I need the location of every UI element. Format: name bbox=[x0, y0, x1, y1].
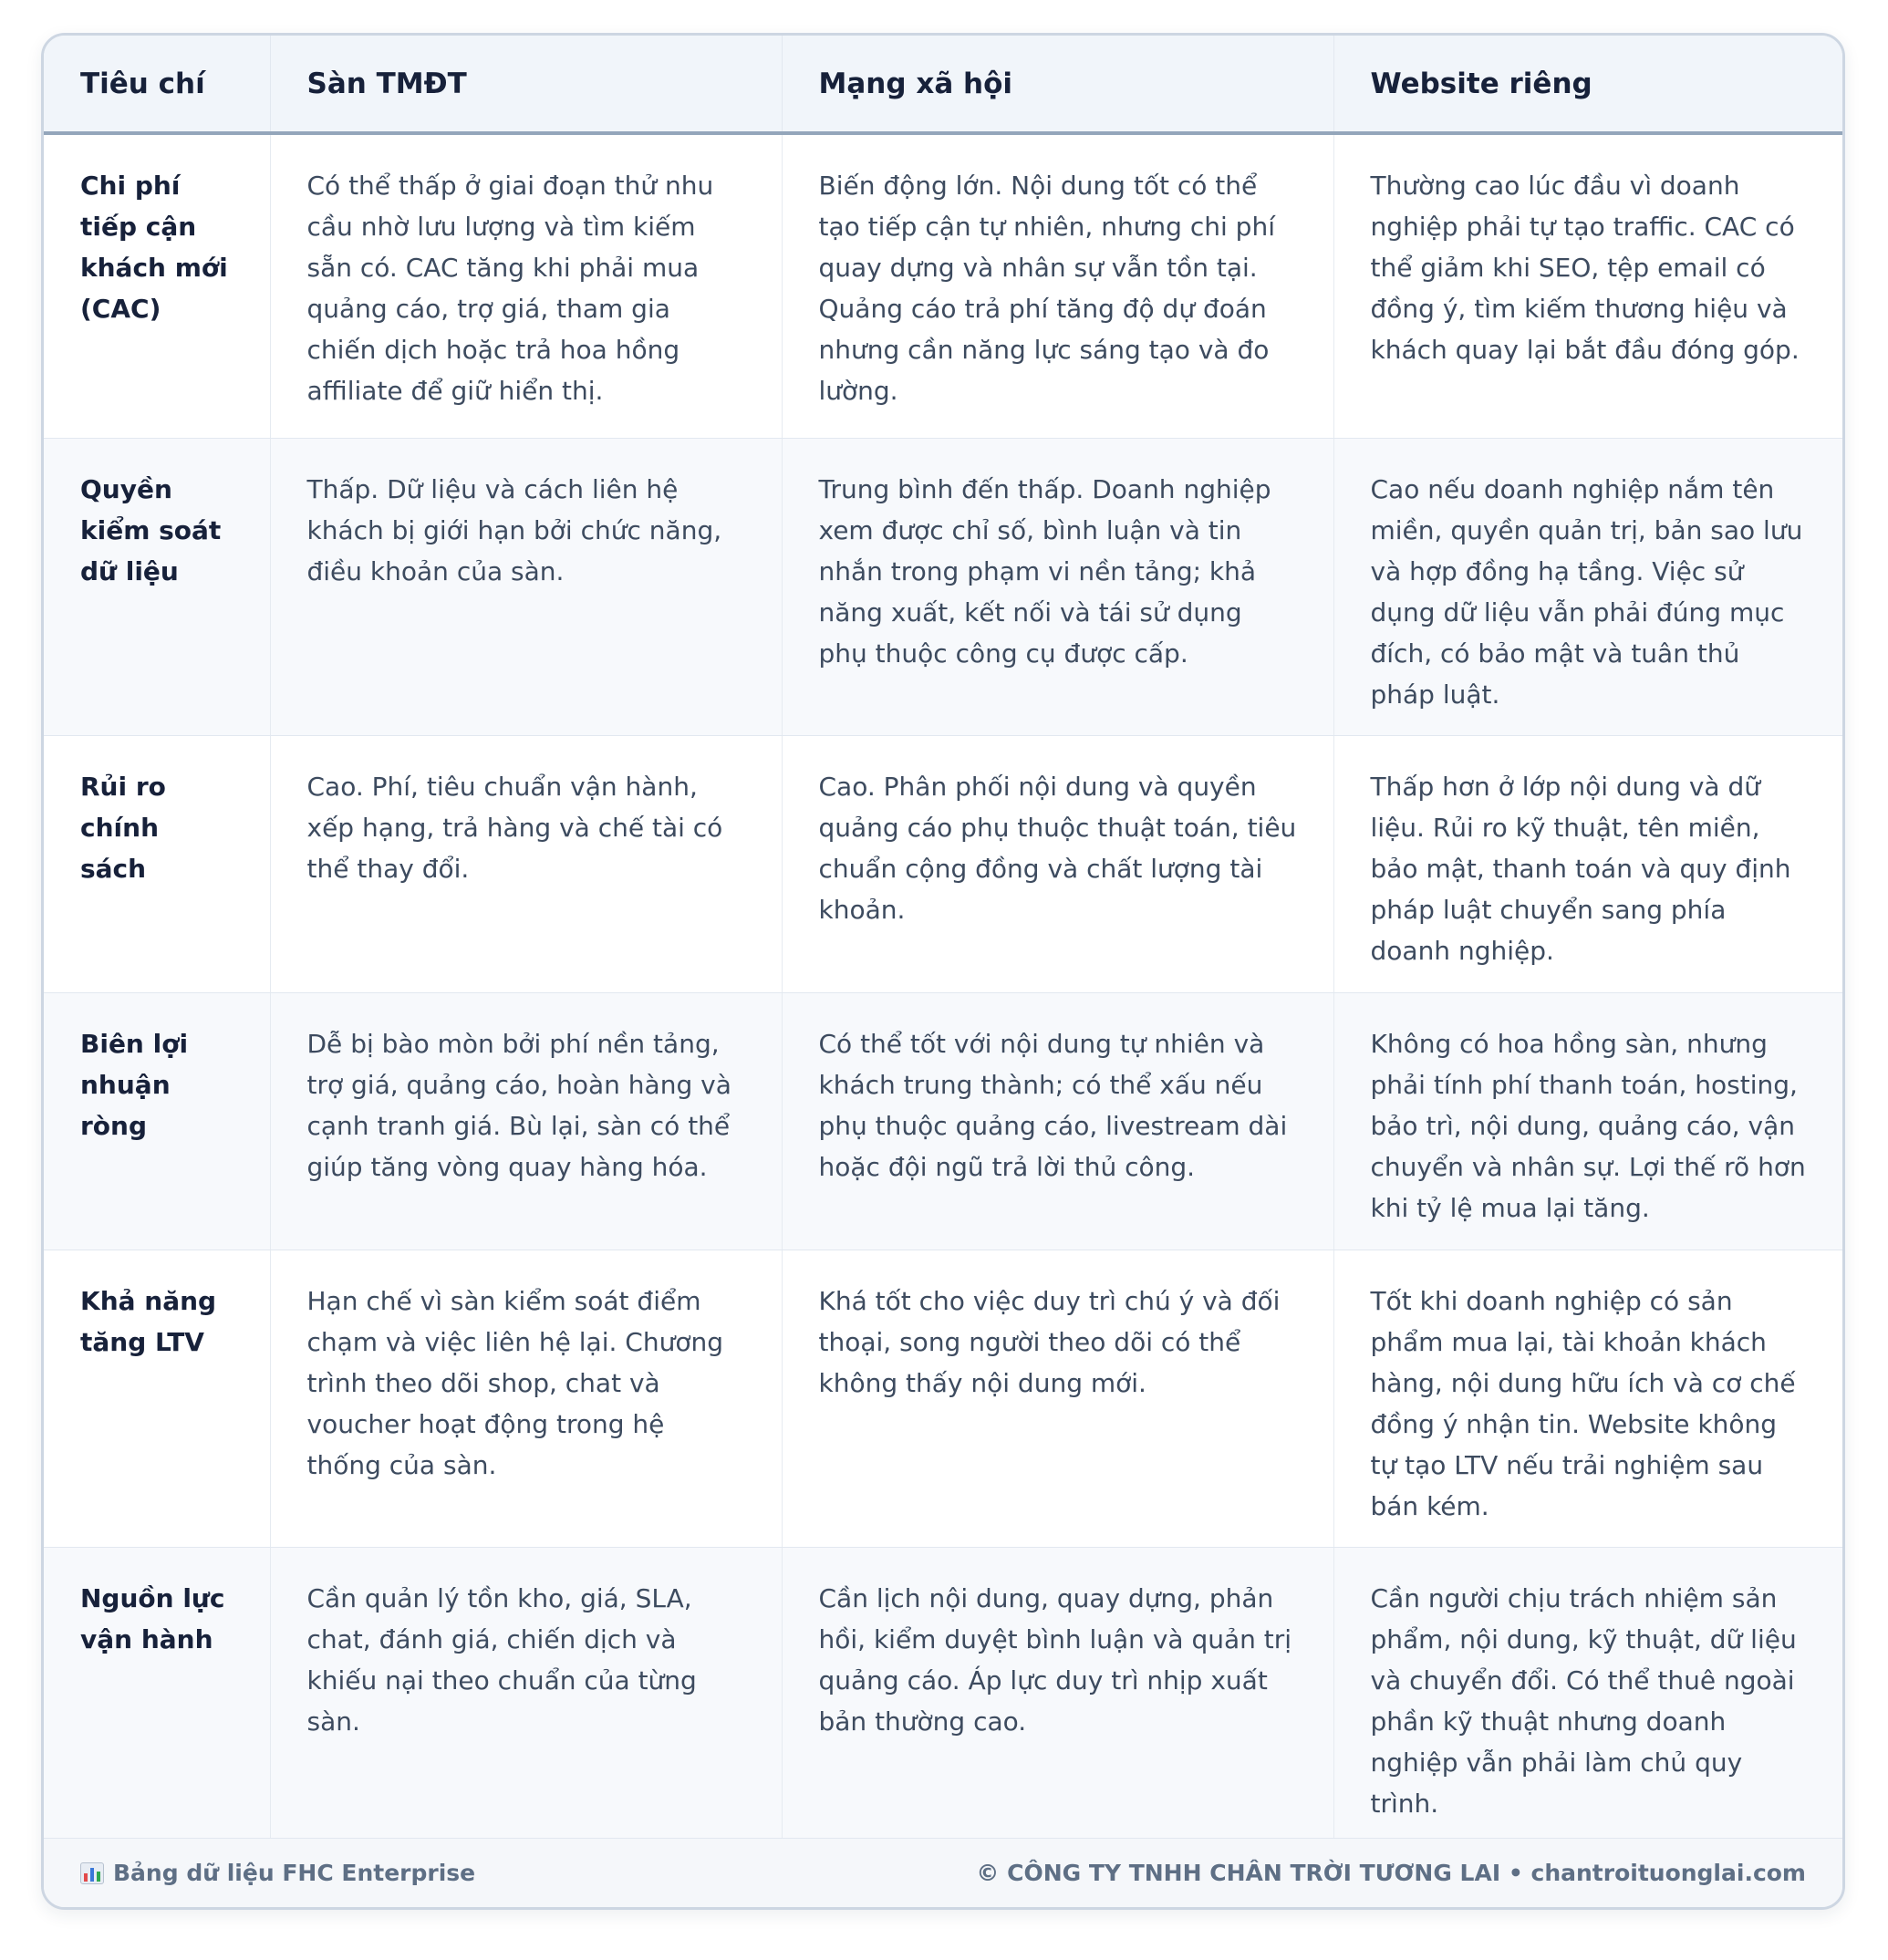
table-row bbox=[44, 992, 1842, 1250]
cell-website: Thấp hơn ở lớp nội dung và dữ liệu. Rủi ro kỹ thuật, tên miền, bảo mật, thanh toán và quy định pháp luật chuyển sang phía doanh nghiệp. bbox=[1333, 735, 1842, 992]
footer-copyright: © CÔNG TY TNHH CHÂN TRỜI TƯƠNG LAI • chantroituonglai.com bbox=[976, 1860, 1806, 1886]
row-criterion: Rủi ro chính sách bbox=[44, 735, 270, 992]
bar-chart-icon bbox=[80, 1862, 104, 1884]
table-footer bbox=[44, 1838, 1842, 1907]
cell-social: Cao. Phân phối nội dung và quyền quảng cáo phụ thuộc thuật toán, tiêu chuẩn cộng đồng và chất lượng tài khoản. bbox=[782, 735, 1333, 992]
header-ecommerce: Sàn TMĐT bbox=[270, 36, 782, 133]
cell-website: Tốt khi doanh nghiệp có sản phẩm mua lại, tài khoản khách hàng, nội dung hữu ích và cơ chế đồng ý nhận tin. Website không tự tạo LTV nếu trải nghiệm sau bán kém. bbox=[1333, 1250, 1842, 1547]
cell-website: Cần người chịu trách nhiệm sản phẩm, nội dung, kỹ thuật, dữ liệu và chuyển đổi. Có thể thuê ngoài phần kỹ thuật nhưng doanh nghiệp vẫn phải làm chủ quy trình. bbox=[1333, 1547, 1842, 1844]
row-criterion: Chi phí tiếp cận khách mới (CAC) bbox=[44, 133, 270, 438]
table-row bbox=[44, 133, 1842, 438]
row-criterion: Nguồn lực vận hành bbox=[44, 1547, 270, 1844]
cell-social: Khá tốt cho việc duy trì chú ý và đối thoại, song người theo dõi có thể không thấy nội dung mới. bbox=[782, 1250, 1333, 1547]
table-row bbox=[44, 438, 1842, 735]
table-row bbox=[44, 1250, 1842, 1547]
row-criterion: Khả năng tăng LTV bbox=[44, 1250, 270, 1547]
cell-ecommerce: Dễ bị bào mòn bởi phí nền tảng, trợ giá, quảng cáo, hoàn hàng và cạnh tranh giá. Bù lại, sàn có thể giúp tăng vòng quay hàng hóa. bbox=[270, 992, 782, 1250]
cell-website: Không có hoa hồng sàn, nhưng phải tính phí thanh toán, hosting, bảo trì, nội dung, quảng cáo, vận chuyển và nhân sự. Lợi thế rõ hơn khi tỷ lệ mua lại tăng. bbox=[1333, 992, 1842, 1250]
header-criterion: Tiêu chí bbox=[44, 36, 270, 133]
footer-source-label: Bảng dữ liệu FHC Enterprise bbox=[113, 1860, 476, 1886]
table-row bbox=[44, 735, 1842, 992]
cell-social: Trung bình đến thấp. Doanh nghiệp xem được chỉ số, bình luận và tin nhắn trong phạm vi nền tảng; khả năng xuất, kết nối và tái sử dụng phụ thuộc công cụ được cấp. bbox=[782, 438, 1333, 735]
cell-website: Cao nếu doanh nghiệp nắm tên miền, quyền quản trị, bản sao lưu và hợp đồng hạ tầng. Việc sử dụng dữ liệu vẫn phải đúng mục đích, có bảo mật và tuân thủ pháp luật. bbox=[1333, 438, 1842, 735]
cell-ecommerce: Cao. Phí, tiêu chuẩn vận hành, xếp hạng, trả hàng và chế tài có thể thay đổi. bbox=[270, 735, 782, 992]
cell-social: Biến động lớn. Nội dung tốt có thể tạo tiếp cận tự nhiên, nhưng chi phí quay dựng và nhân sự vẫn tồn tại. Quảng cáo trả phí tăng độ dự đoán nhưng cần năng lực sáng tạo và đo lường. bbox=[782, 133, 1333, 438]
row-criterion: Biên lợi nhuận ròng bbox=[44, 992, 270, 1250]
header-social: Mạng xã hội bbox=[782, 36, 1333, 133]
footer-source bbox=[80, 1860, 475, 1886]
cell-social: Có thể tốt với nội dung tự nhiên và khách trung thành; có thể xấu nếu phụ thuộc quảng cáo, livestream dài hoặc đội ngũ trả lời thủ công. bbox=[782, 992, 1333, 1250]
cell-ecommerce: Có thể thấp ở giai đoạn thử nhu cầu nhờ lưu lượng và tìm kiếm sẵn có. CAC tăng khi phải mua quảng cáo, trợ giá, tham gia chiến dịch hoặc trả hoa hồng affiliate để giữ hiển thị. bbox=[270, 133, 782, 438]
table-header-row bbox=[44, 36, 1842, 133]
table-row bbox=[44, 1547, 1842, 1844]
comparison-table bbox=[44, 36, 1842, 1845]
comparison-card bbox=[41, 33, 1845, 1910]
header-website: Website riêng bbox=[1333, 36, 1842, 133]
cell-ecommerce: Thấp. Dữ liệu và cách liên hệ khách bị giới hạn bởi chức năng, điều khoản của sàn. bbox=[270, 438, 782, 735]
cell-website: Thường cao lúc đầu vì doanh nghiệp phải tự tạo traffic. CAC có thể giảm khi SEO, tệp email có đồng ý, tìm kiếm thương hiệu và khách quay lại bắt đầu đóng góp. bbox=[1333, 133, 1842, 438]
cell-ecommerce: Hạn chế vì sàn kiểm soát điểm chạm và việc liên hệ lại. Chương trình theo dõi shop, chat và voucher hoạt động trong hệ thống của sàn. bbox=[270, 1250, 782, 1547]
cell-ecommerce: Cần quản lý tồn kho, giá, SLA, chat, đánh giá, chiến dịch và khiếu nại theo chuẩn của từng sàn. bbox=[270, 1547, 782, 1844]
cell-social: Cần lịch nội dung, quay dựng, phản hồi, kiểm duyệt bình luận và quản trị quảng cáo. Áp lực duy trì nhịp xuất bản thường cao. bbox=[782, 1547, 1333, 1844]
row-criterion: Quyền kiểm soát dữ liệu bbox=[44, 438, 270, 735]
